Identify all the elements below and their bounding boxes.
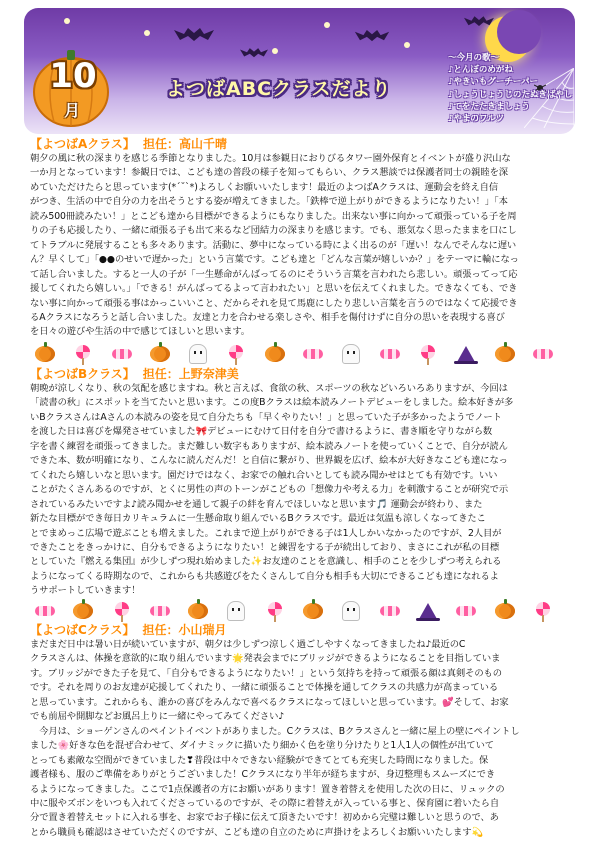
text-line: とでまめっこ広場で遊ぶことも増えました。これまで逆上がりができる子は1人しかいなかったのですが、2人目が xyxy=(30,527,502,539)
bat-icon xyxy=(240,48,268,58)
class-c-teacher: 担任：小山瑞月 xyxy=(142,623,227,637)
text-line: を渡した日は喜びを爆発させていました🎀デビューにむけて日付を自分で書けるように、書き順を守りながら数 xyxy=(30,426,493,438)
text-line: されているみたいですよ♪読み聞かせを通して親子の絆を育んでほしいなと思います🎵 運動会が終わり、また xyxy=(30,498,483,510)
text-line: うサポートしていきます！ xyxy=(30,585,141,597)
songs-heading: ～今月の歌～ xyxy=(448,53,500,63)
text-line: 新たな目標ができ毎日カリキュラムに一生懸命取り組んでいるBクラスです。最近は気温も涼しくなってきたこ xyxy=(30,513,486,525)
pumpkin-icon xyxy=(187,601,209,621)
class-a-body xyxy=(30,152,568,340)
text-line: ようになってくる時期なので、これからも共感遊びをたくさんして自分も相手も大切にできるこども達になれるよ xyxy=(30,570,499,582)
pumpkin-icon xyxy=(494,601,516,621)
text-line: がつき、生活の中で自分の力を出そうとする姿が増えてきました。「鉄棒で逆上がりができるようになりたい！」「本 xyxy=(30,196,508,208)
text-line: とっても素敵な空間ができていました❣普段は中々できない経験ができてとても充実した時間になりました。保 xyxy=(30,754,489,766)
class-b-heading xyxy=(30,366,568,382)
text-line: りの子も応援したり、一緒に頑張る子も出て来るなど団結力の深まりを感じます。でも、悪気なく思ったままを口にし xyxy=(30,225,517,237)
song-item: ♪やまのワルツ xyxy=(448,114,505,125)
ghost-icon xyxy=(340,344,362,364)
song-item: ♪やきいもグーチーパー xyxy=(448,77,539,88)
text-line: 「読書の秋」にスポットを当てたいと思います。この度Bクラスは絵本読みノートデビューをしました。絵本好きが多 xyxy=(30,397,514,409)
class-b-teacher: 担任：上野奈津美 xyxy=(142,367,239,381)
text-line: いBクラスさんはAさんの本読みの姿を見て自分たちも「早くやりたい！」と思っていた子が多かったようでノート xyxy=(30,411,502,423)
candy-icon xyxy=(455,601,477,621)
halloween-decoration-row xyxy=(34,343,554,365)
month-number: 10 xyxy=(49,56,97,96)
halloween-decoration-row xyxy=(34,600,554,622)
songs-of-month xyxy=(448,52,573,125)
text-line: 朝夕の風に秋の深まりを感じる季節となりました。10月は参観日におりびるタワー園外保育とイベントが盛り沢山な xyxy=(30,153,511,164)
text-line: と思っています。これからも、誰かの喜びをみんなで喜べるクラスになってほしいと思っています。💕そして、お家 xyxy=(30,696,509,708)
text-line: 援してくれたら嬉しい。」「できる！がんばってるよって言われたい」と思いを伝えてくれました。できなくても、でき xyxy=(30,283,518,295)
song-item: ♪しょうじょうじのたぬきばやし xyxy=(448,89,573,100)
lolli-icon xyxy=(225,344,247,364)
pumpkin-icon xyxy=(72,601,94,621)
text-line: て話し合いました。すると一人の子が「一生懸命がんばってるのにそういう言葉を言われたら悲しい。頑張ってって応 xyxy=(30,268,518,280)
class-b-section xyxy=(30,366,568,599)
pumpkin-icon xyxy=(264,344,286,364)
month-suffix: 月 xyxy=(64,101,81,120)
class-a-heading xyxy=(30,136,568,152)
ghost-icon xyxy=(187,344,209,364)
text-line: としていた『燃える集団』が少しずつ現れ始めました✨お友達のことを意識し、相手のことを少しずつ考えられる xyxy=(30,556,502,568)
text-line: てくれたら嬉しいなと思います。園だけではなく、お家での触れ合いとしても読み聞かせはとても有効です。いい xyxy=(30,469,498,481)
text-line: てトラブルに発展することも多々あります。活動に、夢中になっている時によく出るのが「遅い！なんでそんなに遅い xyxy=(30,239,517,251)
class-c-section xyxy=(30,622,568,840)
text-line: クラスさんは、体操を意欲的に取り組んでいます🌟発表会までにブリッジができるようになることを目指していま xyxy=(30,653,501,665)
text-line: です。それを周りのお友達が応援してくれたり、一緒に頑張ることで体操を通してクラスの共感力が高まっている xyxy=(30,682,499,694)
class-a-name: 【よつばAクラス】 xyxy=(30,137,135,151)
lolli-icon xyxy=(72,344,94,364)
class-c-heading xyxy=(30,622,568,638)
bat-icon xyxy=(464,16,494,27)
text-line: 読み500冊読みたい！」とこども達から目標ができるようにもなりました。出来ない事に向かって頑張っている子を周 xyxy=(30,210,517,222)
candy-icon xyxy=(532,344,554,364)
class-b-body xyxy=(30,382,568,599)
text-line: できた本、数が明確になり、こんなに読んだんだ！と自信に繋がり、世界観を広げ、絵本が大好きなこども達になっ xyxy=(30,455,508,467)
text-line: るようになってきました。ここで1点保護者の方にお願いがあります！置き着替えを使用した次の日に、リュックの xyxy=(30,783,505,795)
ghost-icon xyxy=(225,601,247,621)
bat-icon xyxy=(174,28,214,42)
lolli-icon xyxy=(532,601,554,621)
song-item: ♪とんぼのめがね xyxy=(448,65,513,76)
hat-icon xyxy=(417,601,439,621)
hat-icon xyxy=(455,344,477,364)
text-line: を日々の遊びや生活の中で感じてほしいと思います。 xyxy=(30,326,250,338)
text-line: ん？早くして」「●●のせいで遅かった」という言葉です。こども達と「どんな言葉が嬉しいか？」をテーマに輪になっ xyxy=(30,254,519,266)
text-line: ました🌸好きな色を混ぜ合わせて、ダイナミックに描いたり細かく色を塗り分けたりと1人1人の個性が出ていて xyxy=(30,740,494,752)
text-line: す。ブリッジができた子を見て、「自分もできるようになりたい！」という気持ちを持って頑張る顔は真剣そのもの xyxy=(30,667,502,679)
newsletter-title: よつばABCクラスだより xyxy=(166,78,392,100)
text-line: 字を書く練習を頑張ってきました。まだ難しい数字もありますが、絵本読みノートを使っていくことで、自分が読ん xyxy=(30,440,508,452)
candy-icon xyxy=(149,601,171,621)
text-line: まだまだ日中は暑い日が続いていますが、朝夕は少しずつ涼しく過ごしやすくなってきましたね♪最近のC xyxy=(30,639,466,650)
text-line: 分で置き着替えセットに入れる事を、お家でお子様に伝えて頂きたいです！初めから完璧は難しいと思うので、あ xyxy=(30,812,499,824)
class-a-teacher: 担任：高山千晴 xyxy=(142,137,227,151)
class-b-name: 【よつばBクラス】 xyxy=(30,367,135,381)
text-line: 護者様も、服のご準備をありがとうございました！Cクラスになり半年が経ちますが、身辺整理もスムーズにでき xyxy=(30,769,496,781)
candy-icon xyxy=(379,601,401,621)
text-line: ことがたくさんあるのですが、とくに男性の声のトーンがこどもの「想像力や考える力」を刺激することが研究で示 xyxy=(30,484,509,496)
text-line: 一か月となっています！参観日では、こども達の普段の様子を知ってもらい、クラス懇談では保護者同士の親睦を深 xyxy=(30,167,508,179)
text-line: とから職員も確認はさせていただくのですが、こども達の自立のために声掛けをよろしくお願いいたします💫 xyxy=(30,826,483,838)
lolli-icon xyxy=(111,601,133,621)
pumpkin-icon xyxy=(34,344,56,364)
text-line: めていただけたらと思っています(*ˊ˘ˋ*)よろしくお願いいたします！最近のよつばAクラスは、運動会を終え自信 xyxy=(30,181,499,193)
text-line: 中に服やズボンをいつも入れてくださっているのですが、その際に着替えが入っている事と、保育園に着いたら自 xyxy=(30,797,500,809)
header-banner xyxy=(24,8,575,134)
lolli-icon xyxy=(417,344,439,364)
class-c-body xyxy=(30,638,568,840)
class-a-section xyxy=(30,136,568,340)
pumpkin-icon xyxy=(302,601,324,621)
lolli-icon xyxy=(264,601,286,621)
bat-icon xyxy=(354,30,390,42)
pumpkin-icon xyxy=(494,344,516,364)
candy-icon xyxy=(111,344,133,364)
text-line: ない事に向かって頑張る事はかっこいいこと、だからそれを見て馬鹿にしたり悲しい言葉を言うのではなくて応援でき xyxy=(30,297,518,309)
candy-icon xyxy=(379,344,401,364)
text-line: るAクラスになろうと話し合いました。友達と力を合わせる楽しさや、相手を傷付けずに自分の思いを表現する喜び xyxy=(30,311,505,323)
text-line: でも前屈や開脚などお風呂上りに一緒にやってみてください♪ xyxy=(30,711,285,723)
ghost-icon xyxy=(340,601,362,621)
candy-icon xyxy=(34,601,56,621)
song-item: ♪てをたたきましょう xyxy=(448,101,530,112)
text-line: できたことをきっかけに、自分もできるようになりたい！と練習をする子が続出しており、まさにこれが私の目標 xyxy=(30,541,500,553)
text-line: 朝晩が涼しくなり、秋の気配を感じますね。秋と言えば、食欲の秋、スポーツの秋などいろいろありますが、今回は xyxy=(30,383,508,394)
class-c-name: 【よつばCクラス】 xyxy=(30,623,135,637)
candy-icon xyxy=(302,344,324,364)
pumpkin-icon xyxy=(149,344,171,364)
text-line: 今月は、ショーゲンさんのペイントイベントがありました。Cクラスは、Bクラスさんと一緒に屋上の壁にペイントし xyxy=(30,725,520,737)
